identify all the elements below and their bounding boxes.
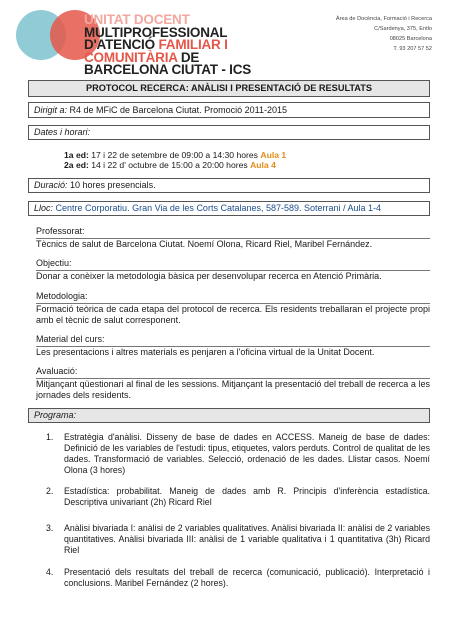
address-block <box>312 14 432 54</box>
lloc-box <box>28 201 430 216</box>
programa-box <box>28 408 430 423</box>
duracio-value: 10 hores presencials. <box>70 180 156 190</box>
professorat-text: Tècnics de salut de Barcelona Ciutat. Noemí Olona, Ricard Riel, Maribel Fernández. <box>36 239 373 249</box>
edition-1-room: Aula 1 <box>260 150 287 160</box>
avaluacio-heading: Avaluació: <box>36 366 430 379</box>
edition-1-label: 1a ed: <box>64 150 89 160</box>
address-line: Àrea de Docència, Formació i Recerca <box>335 16 432 22</box>
duracio-box <box>28 178 430 193</box>
programa-label: Programa: <box>34 410 77 420</box>
edition-2-room: Aula 4 <box>250 160 276 170</box>
list-item-text: Estadística: probabilitat. Maneig de dades amb R. Principis d'inferència estadística. Descriptiva univariant (2h) Ricard Riel <box>64 486 430 507</box>
objectiu-section <box>36 258 430 282</box>
material-text: Les presentacions i altres materials es penjaren a l'oficina virtual de la Unitat Docent. <box>36 347 375 357</box>
edition-2-text: 14 i 22 d' octubre de 15:00 a 20:00 hores <box>88 160 251 170</box>
list-item-number: 4. <box>46 567 54 577</box>
address-line: T. 93 207 57 52 <box>393 46 432 52</box>
header <box>0 0 452 77</box>
title-line3: BARCELONA CIUTAT - ICS <box>84 62 252 77</box>
document-title: PROTOCOL RECERCA: ANÀLISI I PRESENTACIÓ DE RESULTATS <box>28 80 430 97</box>
dates-box <box>28 125 430 140</box>
duracio-label: Duració: <box>34 180 68 190</box>
title-line2-b: FAMILIAR I COMUNITÀRIA <box>84 37 228 65</box>
address-line: 08025 Barcelona <box>389 36 432 42</box>
dates-label: Dates i horari: <box>34 127 91 137</box>
programa-list <box>46 432 432 592</box>
avaluacio-text: Mitjançant qüestionari al final de les sessions. Mitjançant la presentació del treball de recerca a les jornades dels residents. <box>36 379 430 400</box>
list-item-number: 2. <box>46 486 54 496</box>
lloc-label: Lloc: <box>34 203 54 213</box>
title-line1-a: UNITAT DOCENT <box>84 12 190 27</box>
edition-2-label: 2a ed: <box>64 160 89 170</box>
material-heading: Material del curs: <box>36 334 430 347</box>
metodologia-text: Formació teòrica de cada etapa del protocol de recerca. Els residents treballaran el projecte propi amb el tècnic de salut corresponent. <box>36 304 430 325</box>
objectiu-heading: Objectiu: <box>36 258 430 271</box>
title-line2-a: D'ATENCIÓ <box>84 37 159 52</box>
address-line: C/Sardenya, 375, Entlo <box>374 26 432 32</box>
metodologia-section <box>36 291 430 326</box>
professorat-heading: Professorat: <box>36 226 430 239</box>
title-line2-c: DE <box>177 49 200 65</box>
lloc-value: Centre Corporatiu. Gran Via de les Corts Catalanes, 587-589. Soterrani / Aula 1-4 <box>55 203 382 213</box>
metodologia-heading: Metodologia: <box>36 291 430 304</box>
dirigit-label: Dirigit a: <box>34 105 68 115</box>
avaluacio-section <box>36 366 430 401</box>
dirigit-box <box>28 102 430 118</box>
objectiu-text: Donar a conèixer la metodologia bàsica per desenvolupar recerca en Atenció Primària. <box>36 271 382 281</box>
list-item-number: 3. <box>46 523 54 533</box>
edition-1-text: 17 i 22 de setembre de 09:00 a 14:30 hores <box>88 150 261 160</box>
list-item-text: Presentació dels resultats del treball de recerca (comunicació, publicació). Interpretació i conclusions. Maribel Fernández (2 hores). <box>64 567 430 588</box>
list-item-text: Estratègia d'anàlisi. Disseny de base de dades en ACCESS. Maneig de base de dades: Definició de les variables de l'estudi: tipus, etiquetes, valors perduts. Control de qualitat de les dades. Transformació de variables. Selecció, ordenació de les dades. Llistar casos. Noemí Olona (3 hores) <box>64 432 430 475</box>
edition-2 <box>64 160 276 171</box>
list-item-number: 1. <box>46 432 54 442</box>
dirigit-value: R4 de MFiC de Barcelona Ciutat. Promoció 2011-2015 <box>69 105 287 115</box>
title-line1-b: MULTIPROFESSIONAL <box>84 24 228 40</box>
professorat-section <box>36 226 430 250</box>
material-section <box>36 334 430 358</box>
list-item-text: Anàlisi bivariada I: anàlisi de 2 variables qualitatives. Anàlisi bivariada II: anàlisi de 2 variables quantitatives. Anàlisi bivariada III: anàlisi de 1 variable qualitativa i 1 quantitativa (3h) Ricard Riel <box>64 523 430 555</box>
institution-title <box>84 14 324 77</box>
